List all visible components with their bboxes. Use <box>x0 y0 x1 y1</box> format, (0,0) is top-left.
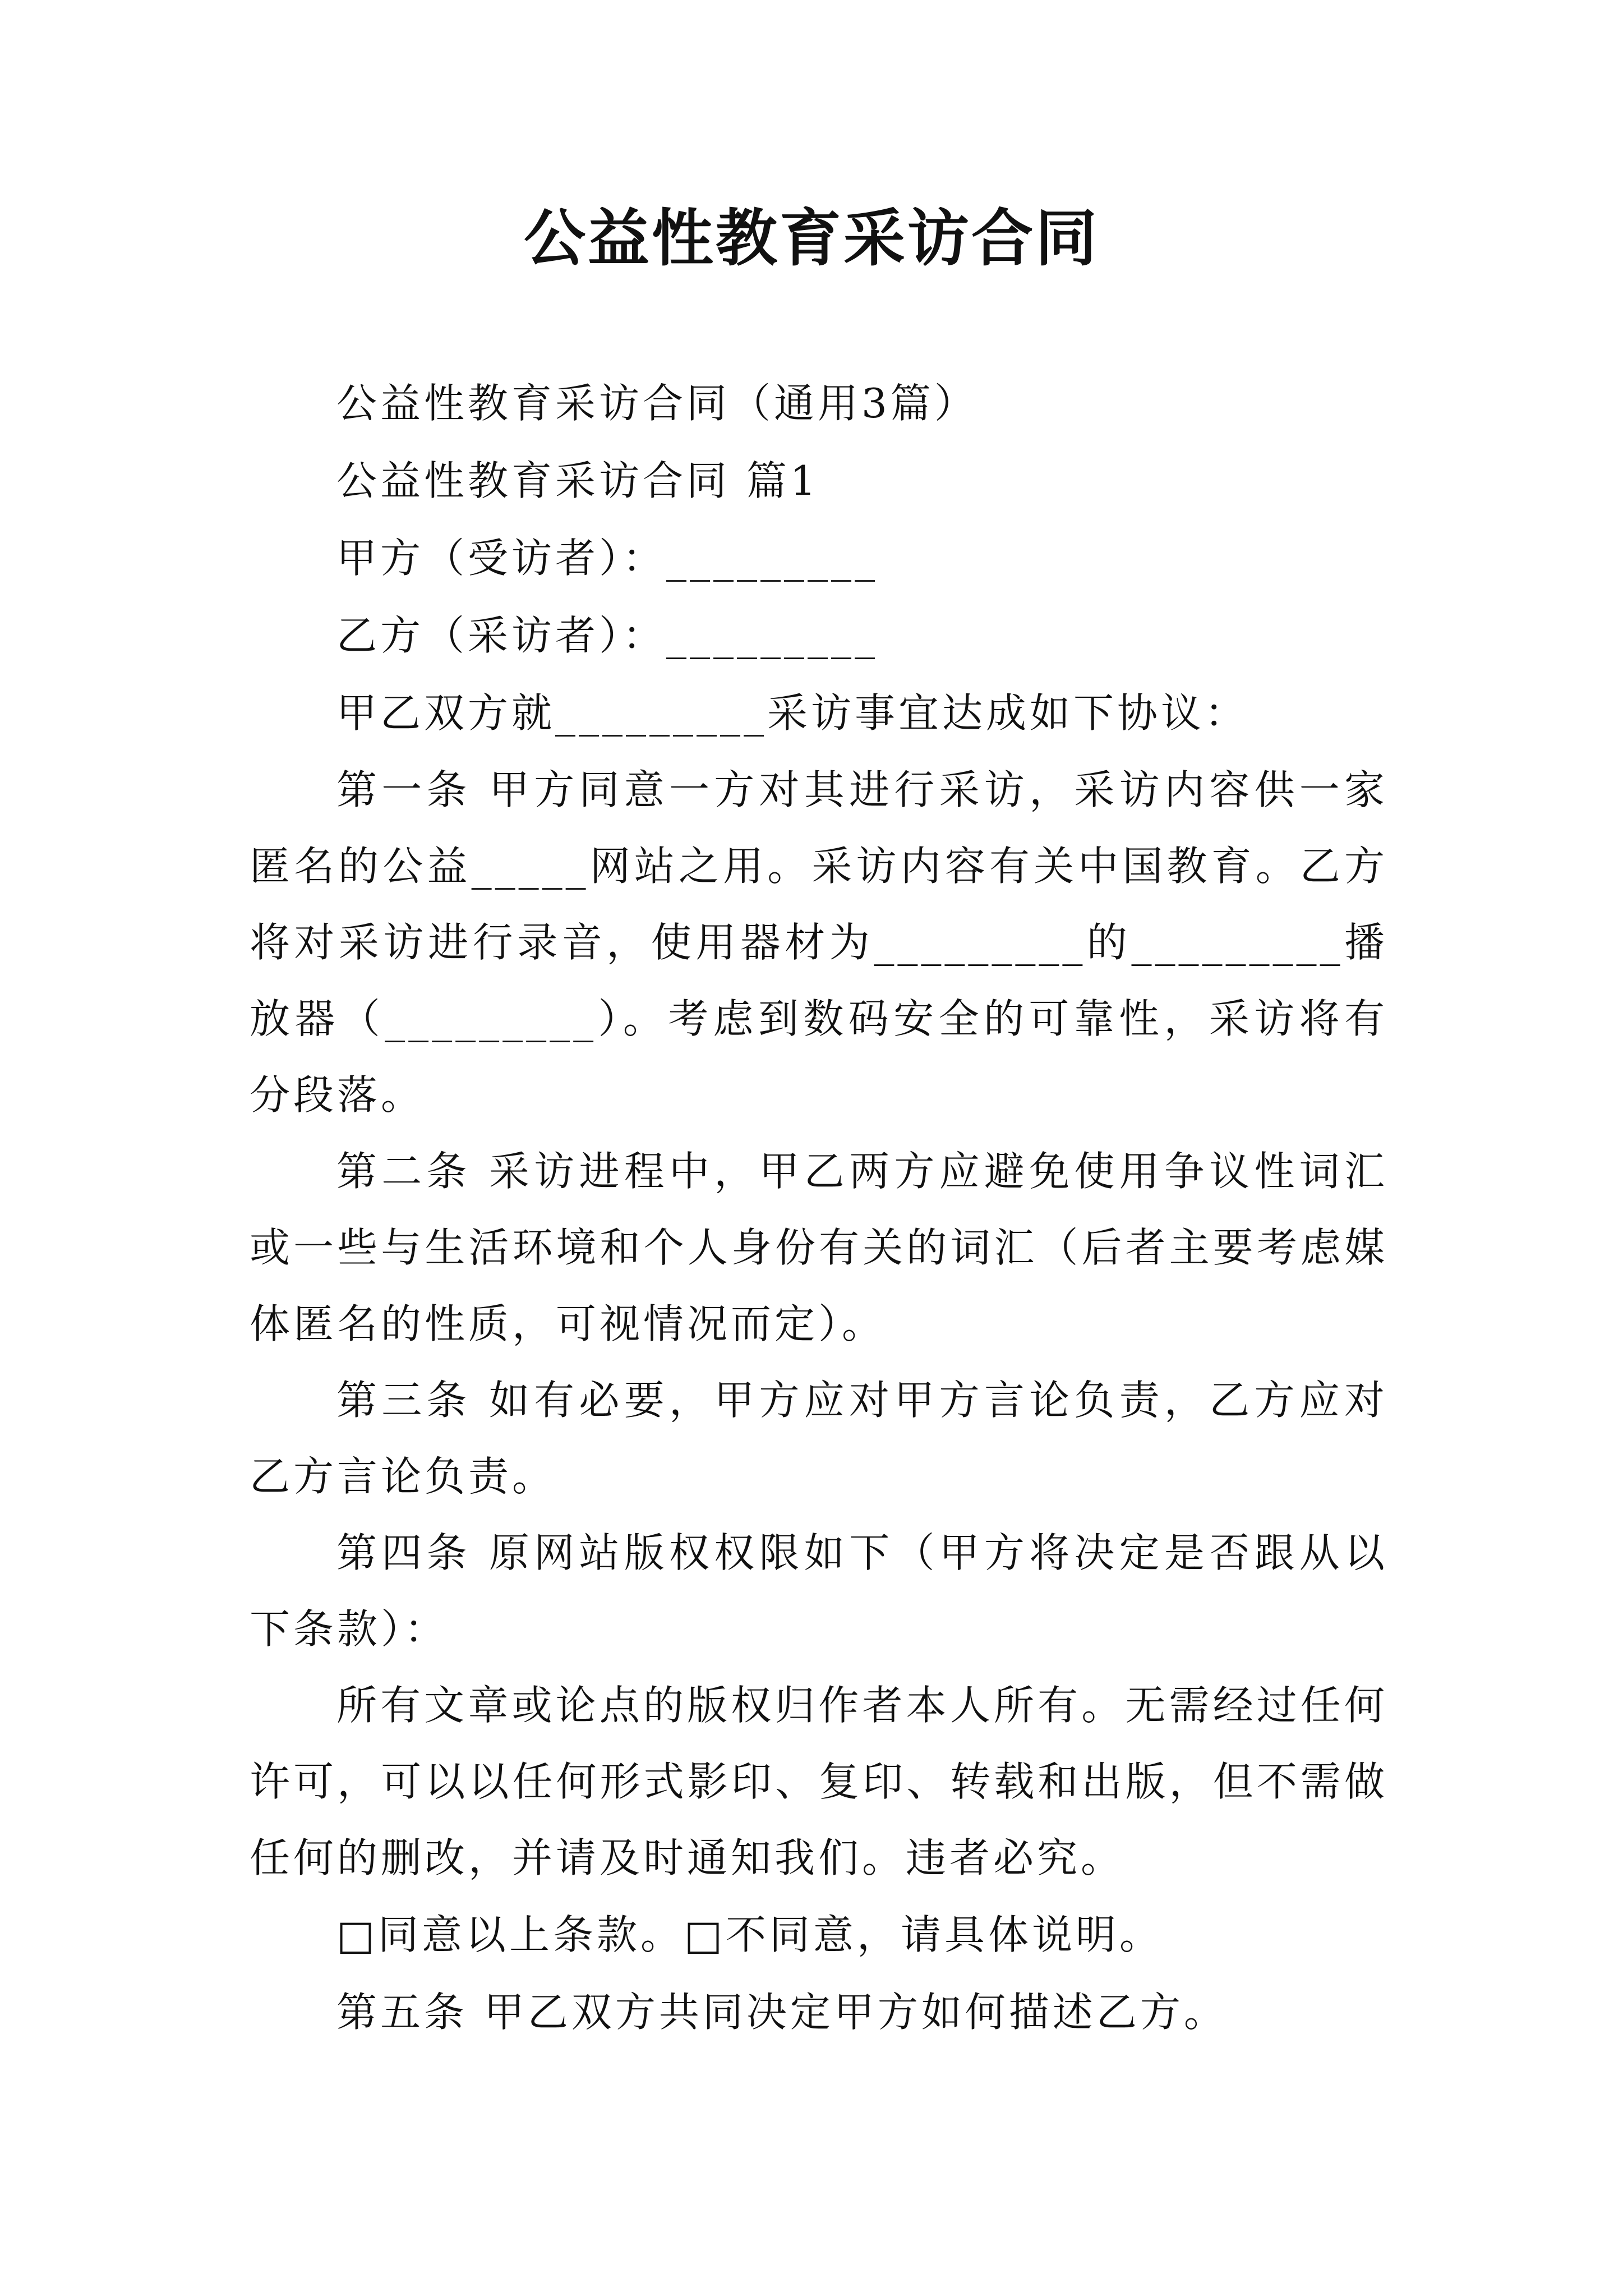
paragraph-party-a: 甲方（受访者）：_________ <box>336 535 879 582</box>
paragraph-article-3: 第三条 如有必要，甲方应对甲方言论负责，乙方应对乙方言论负责。 <box>250 1377 1388 1500</box>
paragraph-part-heading: 公益性教育采访合同 篇1 <box>336 457 819 504</box>
paragraph-subtitle: 公益性教育采访合同（通用3篇） <box>336 380 978 427</box>
document-title: 公益性教育采访合同 <box>524 202 1099 274</box>
paragraph-article-5: 第五条 甲乙双方共同决定甲方如何描述乙方。 <box>336 1989 1228 2036</box>
paragraph-agreement-intro: 甲乙双方就_________采访事宜达成如下协议： <box>336 689 1249 737</box>
paragraph-party-b: 乙方（采访者）：_________ <box>336 612 879 659</box>
paragraph-copyright-terms: 所有文章或论点的版权归作者本人所有。无需经过任何许可，可以以任何形式影印、复印、转载和出版，但不需做任何的删改，并请及时通知我们。违者必究。 <box>250 1682 1388 1881</box>
document-body <box>250 365 1388 2051</box>
paragraph-article-4: 第四条 原网站版权权限如下（甲方将决定是否跟从以下条款）： <box>250 1529 1388 1653</box>
paragraph-article-2: 第二条 采访进程中，甲乙两方应避免使用争议性词汇或一些与生活环境和个人身份有关的词汇（后者主要考虑媒体匿名的性质，可视情况而定）。 <box>250 1148 1388 1347</box>
paragraph-consent-checkboxes: □同意以上条款。□不同意，请具体说明。 <box>336 1911 1164 1958</box>
paragraph-article-1: 第一条 甲方同意一方对其进行采访，采访内容供一家匿名的公益_____网站之用。采访内容有关中国教育。乙方将对采访进行录音，使用器材为_________的_________播放器（_________）。考虑到数码安全的可靠性，采访将有分段落。 <box>250 766 1388 1119</box>
